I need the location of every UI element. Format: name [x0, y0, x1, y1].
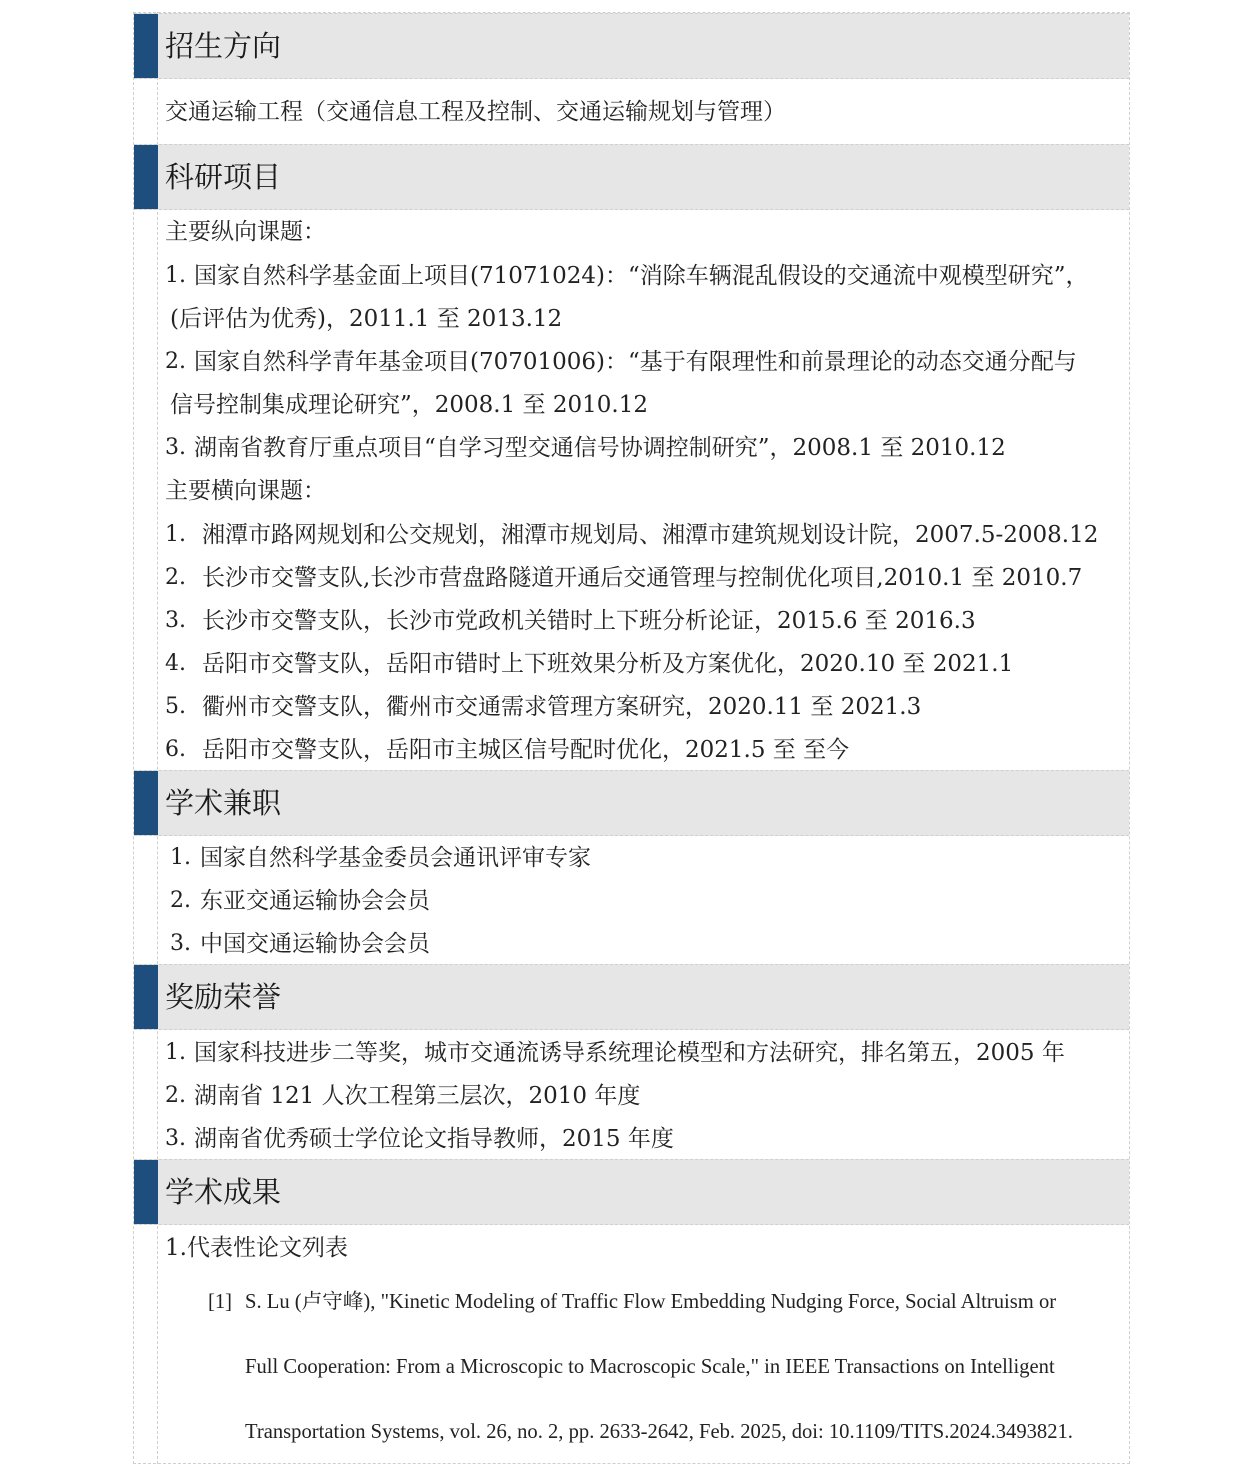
section-header-academic-posts — [134, 770, 1129, 836]
list-item-continuation: 信号控制集成理论研究”，2008.1 至 2010.12 — [170, 392, 648, 418]
list-number: 2. — [165, 349, 186, 374]
list-item: 中国交通运输协会会员 — [200, 931, 430, 957]
reference-line: Full Cooperation: From a Microscopic to Macroscopic Scale," in IEEE Transactions on Intelligent — [245, 1356, 1055, 1378]
list-item: 湖南省优秀硕士学位论文指导教师，2015 年度 — [194, 1126, 674, 1152]
reference-number: [1] — [208, 1291, 233, 1313]
section-header-awards — [134, 964, 1129, 1030]
list-item: 东亚交通运输协会会员 — [200, 888, 430, 914]
list-item: 国家自然科学基金委员会通讯评审专家 — [200, 845, 591, 871]
list-item: 长沙市交警支队，长沙市党政机关错时上下班分析论证，2015.6 至 2016.3 — [202, 608, 976, 634]
list-item: 湖南省教育厅重点项目“自学习型交通信号协调控制研究”，2008.1 至 2010.12 — [194, 435, 1006, 461]
section-accent-bar — [134, 1160, 158, 1224]
list-item: 长沙市交警支队,长沙市营盘路隧道开通后交通管理与控制优化项目,2010.1 至 2010.7 — [202, 565, 1083, 591]
content-divider — [157, 12, 158, 1464]
section-title: 学术成果 — [165, 1175, 282, 1209]
list-item-continuation: (后评估为优秀)，2011.1 至 2013.12 — [170, 306, 563, 332]
list-item: 岳阳市交警支队，岳阳市错时上下班效果分析及方案优化，2020.10 至 2021.1 — [202, 651, 1014, 677]
section-title: 招生方向 — [165, 29, 282, 63]
list-number: 4. — [165, 651, 186, 676]
section-title: 学术兼职 — [165, 786, 282, 820]
list-item: 衢州市交警支队，衢州市交通需求管理方案研究，2020.11 至 2021.3 — [202, 694, 922, 720]
papers-sub-label: 1.代表性论文列表 — [165, 1235, 348, 1261]
list-number: 1. — [165, 263, 186, 288]
section-header-achievements — [134, 1159, 1129, 1225]
section-title: 奖励荣誉 — [165, 980, 282, 1014]
list-number: 1. — [165, 1040, 186, 1065]
list-item: 湖南省 121 人次工程第三层次，2010 年度 — [194, 1083, 641, 1109]
list-item: 岳阳市交警支队，岳阳市主城区信号配时优化，2021.5 至 至今 — [202, 737, 850, 763]
vertical-projects-label: 主要纵向课题： — [165, 219, 326, 245]
list-number: 1. — [165, 522, 186, 547]
list-number: 3. — [165, 608, 186, 633]
section-header-enrollment — [134, 13, 1129, 79]
list-item: 国家自然科学基金面上项目(71071024)：“消除车辆混乱假设的交通流中观模型研究”， — [194, 263, 1089, 289]
list-number: 2. — [170, 888, 191, 913]
list-number: 3. — [165, 1126, 186, 1151]
enrollment-text: 交通运输工程（交通信息工程及控制、交通运输规划与管理） — [165, 99, 786, 125]
section-accent-bar — [134, 771, 158, 835]
list-item: 国家自然科学青年基金项目(70701006)：“基于有限理性和前景理论的动态交通分配与 — [194, 349, 1077, 375]
list-number: 2. — [165, 1083, 186, 1108]
list-number: 2. — [165, 565, 186, 590]
reference-line: Transportation Systems, vol. 26, no. 2, pp. 2633-2642, Feb. 2025, doi: 10.1109/TITS.2024.3493821. — [245, 1421, 1073, 1443]
list-number: 1. — [170, 845, 191, 870]
list-number: 3. — [165, 435, 186, 460]
section-header-research — [134, 144, 1129, 210]
list-number: 3. — [170, 931, 191, 956]
horizontal-projects-label: 主要横向课题： — [165, 478, 326, 504]
section-accent-bar — [134, 145, 158, 209]
section-accent-bar — [134, 14, 158, 78]
list-item: 国家科技进步二等奖，城市交通流诱导系统理论模型和方法研究，排名第五，2005 年 — [194, 1040, 1065, 1066]
list-number: 6. — [165, 737, 186, 762]
reference-line: S. Lu (卢守峰), "Kinetic Modeling of Traffic Flow Embedding Nudging Force, Social Altruism or — [245, 1291, 1057, 1313]
section-title: 科研项目 — [165, 160, 282, 194]
list-number: 5. — [165, 694, 186, 719]
list-item: 湘潭市路网规划和公交规划，湘潭市规划局、湘潭市建筑规划设计院，2007.5-2008.12 — [202, 522, 1099, 548]
section-accent-bar — [134, 965, 158, 1029]
